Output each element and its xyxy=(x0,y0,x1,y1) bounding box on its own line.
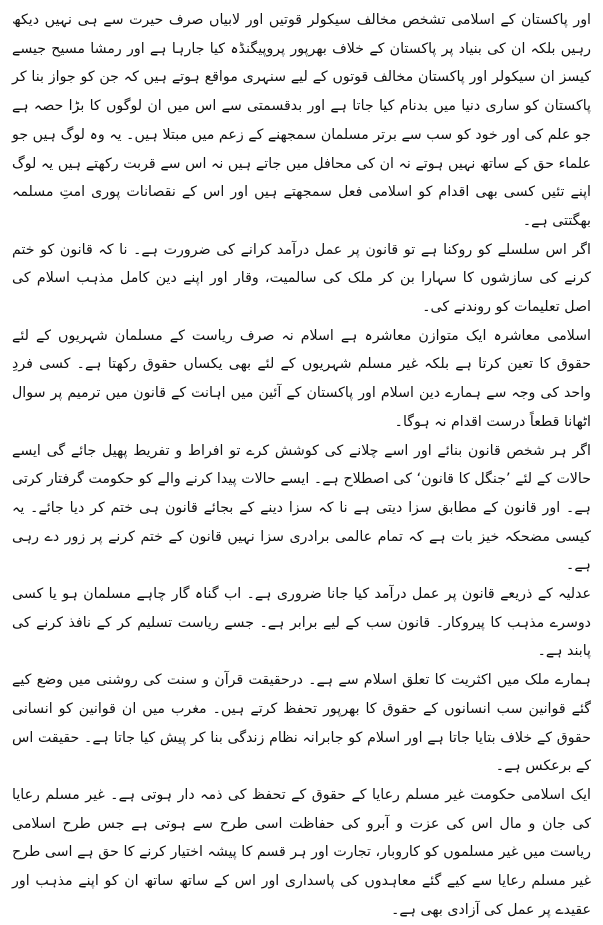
paragraph-7: ایک اسلامی حکومت غیر مسلم رعایا کے حقوق کے تحفظ کی ذمہ دار ہوتی ہے۔ غیر مسلم رعایا کی جان و مال اس کی عزت و آبرو کی حفاظت اسی طرح سے ہوتی ہے جس طرح اسلامی ریاست میں غیر مسلموں کو کاروبار، تجارت اور ہر قسم کا پیشہ اختیار کرنے کا حق ہے اسی طرح غیر مسلم رعایا سے کیے گئے معاہدوں کی پاسداری اور اس کے ساتھ ساتھ ان کو اپنے مذہب اور عقیدے پر عمل کی آزادی بھی ہے۔ xyxy=(12,786,591,918)
paragraph-1: اور پاکستان کے اسلامی تشخص مخالف سیکولر قوتیں اور لابیاں صرف حیرت سے ہی نہیں دیکھ رہیں بلکہ ان کی بنیاد پر پاکستان کے خلاف بھرپور پروپیگنڈہ کیا جارہا ہے اور رمشا مسیح جیسے کیسز ان سیکولر اور پاکستان مخالف قوتوں کے لیے سنہری مواقع ہوتے ہیں کہ جن کو جواز بنا کر پاکستان کو ساری دنیا میں بدنام کیا جاتا ہے اور بدقسمتی سے اس میں ان لوگوں کا بڑا حصہ ہے جو علم کی اور خود کو سب سے برتر مسلمان سمجھنے کے زعم میں مبتلا ہیں۔ یہ وہ لوگ ہیں جو علماء حق کے ساتھ نہیں ہوتے نہ ان کی محافل میں جاتے ہیں نہ اس سے قربت رکھتے ہیں یہ لوگ اپنے تئیں کسی بھی اقدام کو اسلامی فعل سمجھتے ہیں اور اس کے نقصانات پوری امتِ مسلمہ بھگتتی ہے۔ xyxy=(12,12,591,229)
paragraph-4: اگر ہر شخص قانون بنائے اور اسے چلانے کی کوشش کرے تو افراط و تفریط پھیل جائے گی ایسے حالات کے لئے ’جنگل کا قانون‘ کی اصطلاح ہے۔ ایسے حالات پیدا کرنے والے کو حکومت گرفتار کرتی ہے۔ اور قانون کے مطابق سزا دیتی ہے نا کہ سزا دینے کے بجائے قانون ہی ختم کر دیا جائے۔ یہ کیسی مضحکہ خیز بات ہے کہ تمام عالمی برادری سزا نہیں قانون کے ختم کرنے پر زور دے رہی ہے۔ xyxy=(12,442,591,574)
paragraph-5: عدلیہ کے ذریعے قانون پر عمل درآمد کیا جانا ضروری ہے۔ اب گناہ گار چاہے مسلمان ہو یا کسی دوسرے مذہب کا پیروکار۔ قانون سب کے لیے برابر ہے۔ جسے ریاست تسلیم کر کے نافذ کرنے کی پابند ہے۔ xyxy=(12,586,591,660)
paragraph-3: اسلامی معاشرہ ایک متوازن معاشرہ ہے اسلام نہ صرف ریاست کے مسلمان شہریوں کے لئے حقوق کا تعین کرتا ہے بلکہ غیر مسلم شہریوں کے لئے بھی یکساں حقوق رکھتا ہے۔ کسی فردِ واحد کی وجہ سے ہمارے دین اسلام اور پاکستان کے آئین میں اہانت کے قانون میں ترمیم پر سوال اٹھانا قطعاً درست اقدام نہ ہوگا۔ xyxy=(12,327,591,430)
paragraph-2: اگر اس سلسلے کو روکنا ہے تو قانون پر عمل درآمد کرانے کی ضرورت ہے۔ نا کہ قانون کو ختم کرنے کی سازشوں کا سہارا بن کر ملک کی سالمیت، وقار اور اپنے دین کامل مذہب اسلام کی اصل تعلیمات کو روندنے کی۔ xyxy=(12,241,591,316)
paragraph-6: ہمارے ملک میں اکثریت کا تعلق اسلام سے ہے۔ درحقیقت قرآن و سنت کی روشنی میں وضع کیے گئے قوانین سب انسانوں کے حقوق کا بھرپور تحفظ کرتے ہیں۔ مغرب میں ان قوانین کو انسانی حقوق کے خلاف بتایا جاتا ہے اور اسلام کو جابرانہ نظام زندگی بنا کر پیش کیا جاتا ہے۔ حقیقت اس کے برعکس ہے۔ xyxy=(12,672,591,775)
